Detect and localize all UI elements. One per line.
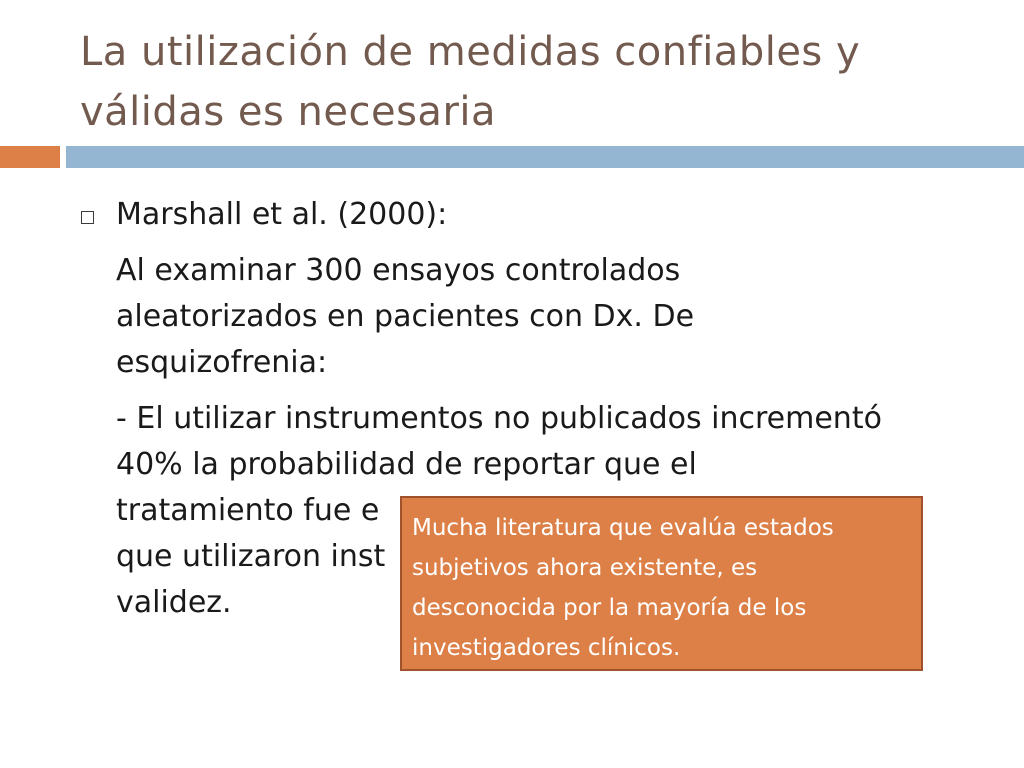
paragraph-1 — [116, 248, 936, 386]
paragraph-2-line-3: tratamiento fue e — [116, 493, 380, 528]
callout-line-4: investigadores clínicos. — [412, 635, 681, 661]
bullet-item — [116, 192, 936, 238]
paragraph-2-line-5: validez. — [116, 585, 232, 620]
paragraph-2-line-2: 40% la probabilidad de reportar que el — [116, 447, 697, 482]
title-line-2: válidas es necesaria — [80, 89, 497, 135]
bullet-text: Marshall et al. (2000): — [116, 197, 448, 232]
paragraph-2-line-4: que utilizaron inst — [116, 539, 386, 574]
accent-bar-blue — [66, 146, 1024, 168]
callout-line-2: subjetivos ahora existente, es — [412, 555, 758, 581]
paragraph-1-line-1: Al examinar 300 ensayos controlados — [116, 253, 681, 288]
accent-bar-orange — [0, 146, 60, 168]
square-bullet-icon — [81, 211, 94, 224]
paragraph-1-line-3: esquizofrenia: — [116, 345, 328, 380]
slide-title — [80, 22, 1000, 142]
paragraph-1-line-2: aleatorizados en pacientes con Dx. De — [116, 299, 695, 334]
title-line-1: La utilización de medidas confiables y — [80, 29, 861, 75]
callout-box — [400, 496, 923, 671]
paragraph-2-line-1: - El utilizar instrumentos no publicados incrementó — [116, 401, 882, 436]
callout-line-1: Mucha literatura que evalúa estados — [412, 515, 834, 541]
callout-line-3: desconocida por la mayoría de los — [412, 595, 807, 621]
